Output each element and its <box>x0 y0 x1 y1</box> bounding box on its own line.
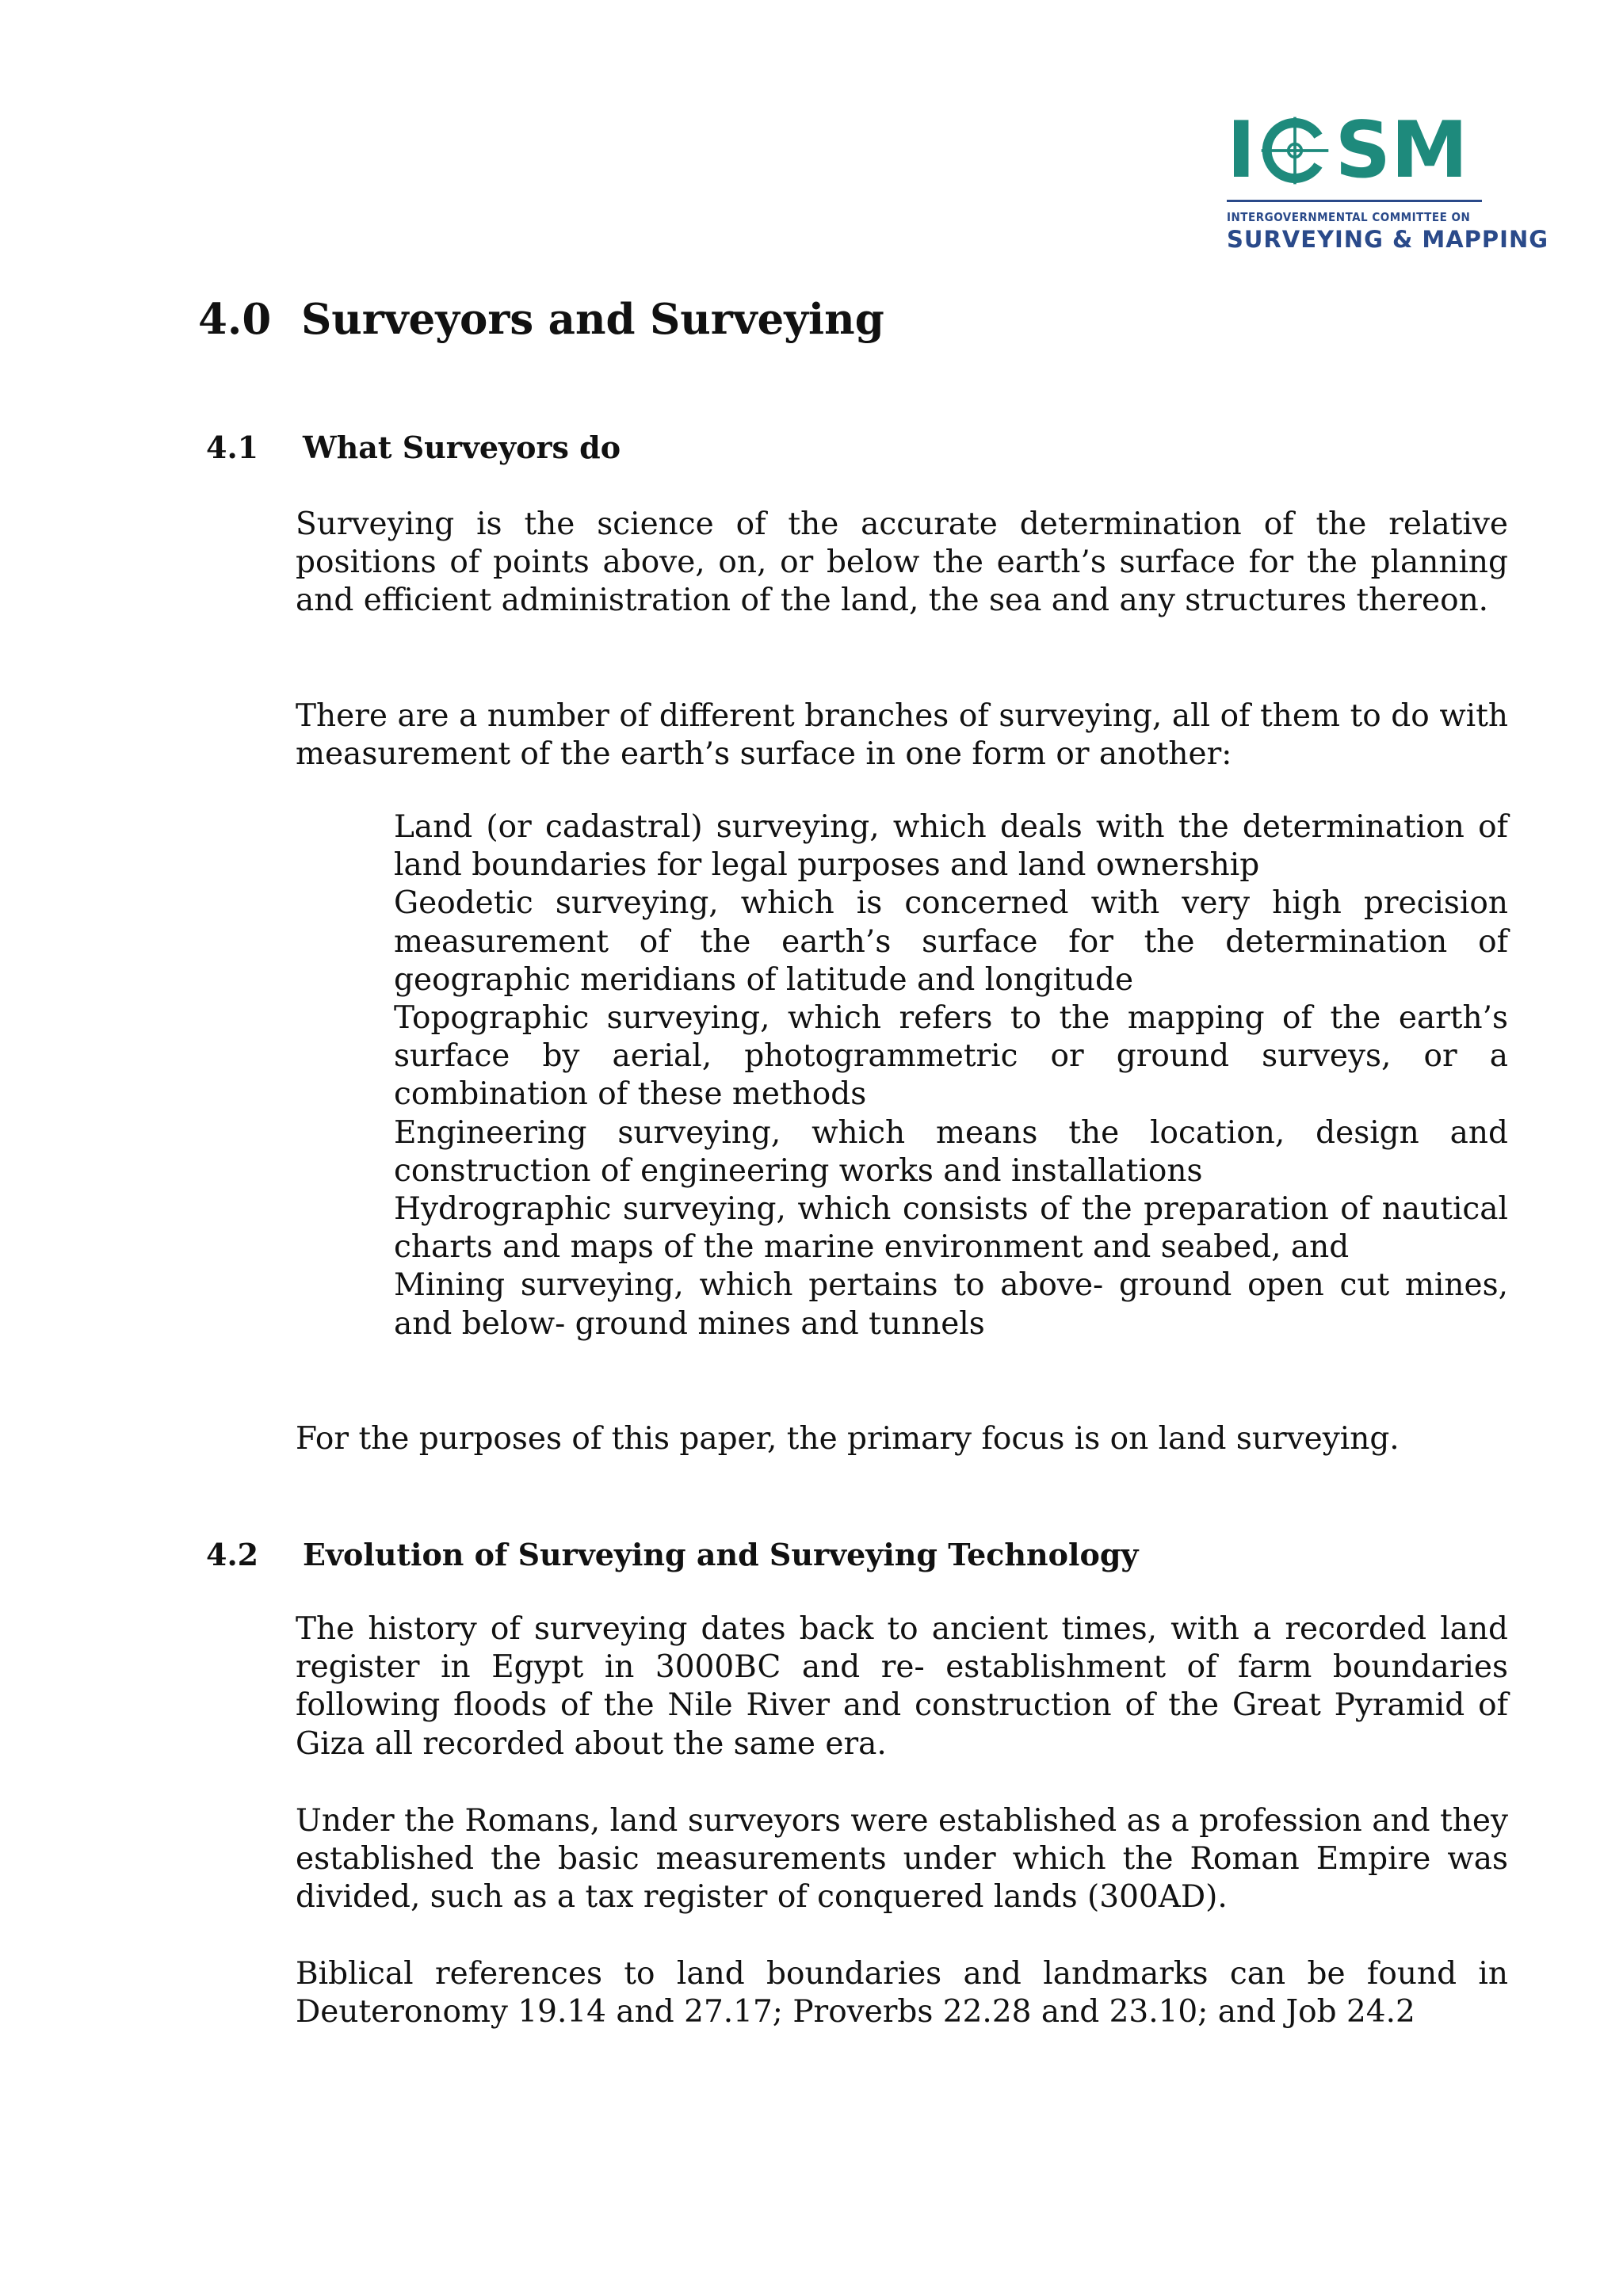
subsection-title: What Surveyors do <box>303 430 621 465</box>
paragraph-paper-focus: For the purposes of this paper, the primary focus is on land surveying. <box>296 1421 1400 1457</box>
logo-subtitle-line2: SURVEYING & MAPPING <box>1227 226 1549 253</box>
surveying-branches-list <box>394 808 1508 1343</box>
logo-letter-i: I <box>1227 105 1256 196</box>
section-number: 4.0 <box>198 295 272 344</box>
subsection-title: Evolution of Surveying and Surveying Technology <box>303 1537 1139 1572</box>
logo-letters-sm: SM <box>1335 105 1468 196</box>
list-item: Hydrographic surveying, which consists of the preparation of nautical charts and maps of the marine environment and seabed, and <box>394 1191 1508 1266</box>
subsection-heading-4-1 <box>206 430 621 465</box>
paragraph-surveying-definition: Surveying is the science of the accurate determination of the relative positions of points above, on, or below the earth’s surface for the planning and efficient administration of the land, the sea and any structures thereon. <box>296 506 1508 619</box>
logo-wordmark <box>1227 105 1488 196</box>
subsection-number: 4.1 <box>206 430 259 465</box>
section-heading <box>198 295 884 344</box>
list-item: Mining surveying, which pertains to above- ground open cut mines, and below- ground mines and tunnels <box>394 1267 1508 1342</box>
paragraph-history-egypt: The history of surveying dates back to ancient times, with a recorded land register in Egypt in 3000BC and re- establishment of farm boundaries following floods of the Nile River and construction of the Great Pyramid of Giza all recorded about the same era. <box>296 1611 1508 1762</box>
list-item: Topographic surveying, which refers to the mapping of the earth’s surface by aerial, photogrammetric or ground surveys, or a combination of these methods <box>394 1000 1508 1113</box>
subsection-heading-4-2 <box>206 1537 1138 1572</box>
paragraph-branches-intro: There are a number of different branches of surveying, all of them to do with measurement of the earth’s surface in one form or another: <box>296 698 1508 773</box>
icsm-logo <box>1227 105 1549 253</box>
logo-subtitle-line1: INTERGOVERNMENTAL COMMITTEE ON <box>1227 210 1471 224</box>
list-item: Engineering surveying, which means the location, design and construction of engineering works and installations <box>394 1114 1508 1189</box>
paragraph-biblical-references: Biblical references to land boundaries and landmarks can be found in Deuteronomy 19.14 and 27.17; Proverbs 22.28 and 23.10; and Job 24.2 <box>296 1956 1508 2030</box>
crosshair-c-icon <box>1258 114 1331 187</box>
list-item: Geodetic surveying, which is concerned with very high precision measurement of the earth’s surface for the determination of geographic meridians of latitude and longitude <box>394 885 1508 998</box>
list-item: Land (or cadastral) surveying, which deals with the determination of land boundaries for legal purposes and land ownership <box>394 809 1508 884</box>
subsection-number: 4.2 <box>206 1537 259 1572</box>
section-title: Surveyors and Surveying <box>301 295 884 344</box>
logo-divider <box>1227 200 1482 202</box>
paragraph-history-romans: Under the Romans, land surveyors were established as a profession and they established the basic measurements under which the Roman Empire was divided, such as a tax register of conquered lands (300AD). <box>296 1803 1508 1916</box>
